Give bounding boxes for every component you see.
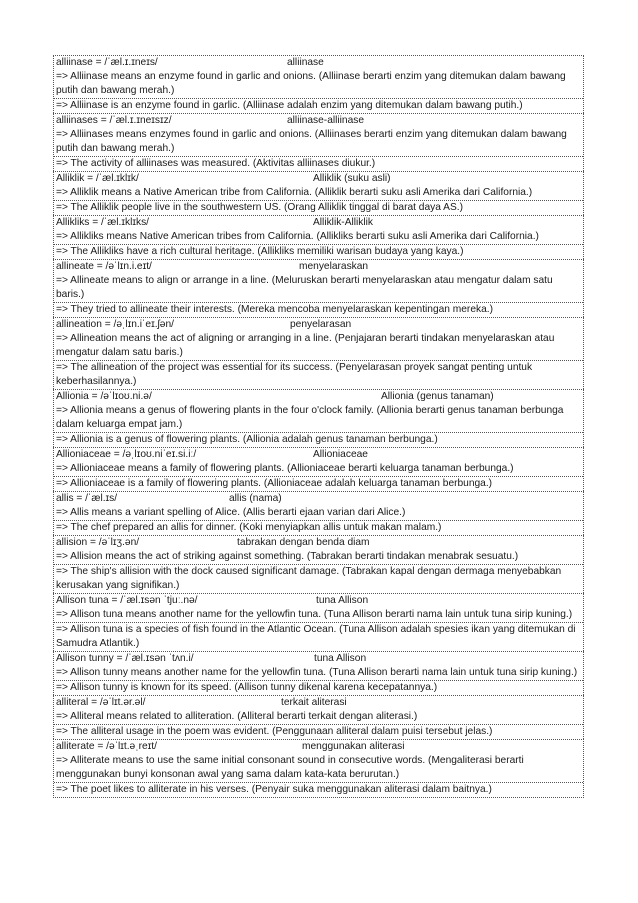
headword-pronunciation: Allioniaceae = /əˌlɪoʊ.niˈeɪ.si.iː/ — [56, 449, 197, 460]
definition-line: => Alliterate means to use the same initial consonant sound in consecutive words. (Mengaliterasi berarti menggunakan bunyi konsonan awal yang sama dalam kata-kata berurutan.) — [56, 755, 524, 780]
definition-line: => Allineate means to align or arrange in a line. (Meluruskan berarti menyelaraskan atau mengatur dalam satu baris.) — [56, 275, 553, 300]
headword-translation: Alliklik (suku asli) — [313, 173, 391, 184]
entry-headword-line — [54, 390, 583, 404]
headword-pronunciation: allision = /əˈlɪʒ.ən/ — [56, 537, 140, 548]
entry-headword-line — [54, 172, 583, 186]
definition-line: => Allision means the act of striking against something. (Tabrakan berarti tindakan menabrak sesuatu.) — [56, 551, 519, 562]
headword-translation: penyelarasan — [290, 319, 352, 330]
definition-line: => Allis means a variant spelling of Alice. (Allis berarti ejaan varian dari Alice.) — [56, 507, 406, 518]
example-sentence-line: => Allison tunny is known for its speed. (Allison tunny dikenal karena kecepatannya.) — [54, 680, 583, 695]
example-sentence-line: => The ship's allision with the dock caused significant damage. (Tabrakan kapal dengan dermaga menyebabkan kerusakan yang signifikan.) — [54, 564, 583, 593]
headword-pronunciation: alliteral = /əˈlɪt.ər.əl/ — [56, 697, 146, 708]
entry-headword-line — [54, 56, 583, 70]
entry-headword-line — [54, 492, 583, 506]
headword-translation: alliinase — [287, 57, 324, 68]
headword-pronunciation: Allison tuna = /ˈæl.ɪsən ˈtjuː.nə/ — [56, 595, 198, 606]
headword-pronunciation: alliinases = /ˈæl.ɪ.ɪneɪsɪz/ — [56, 115, 172, 126]
dictionary-entry — [53, 259, 584, 317]
dictionary-entry — [53, 113, 584, 171]
headword-translation: allis (nama) — [229, 493, 282, 504]
dictionary-entry — [53, 593, 584, 651]
dictionary-entry — [53, 215, 584, 259]
example-sentence-line: => The alliteral usage in the poem was evident. (Penggunaan alliteral dalam puisi tersebut jelas.) — [54, 724, 583, 739]
headword-pronunciation: Allikliks = /ˈæl.ɪklɪks/ — [56, 217, 150, 228]
entry-headword-line — [54, 448, 583, 462]
example-sentence-line: => Alliinase is an enzyme found in garlic. (Alliinase adalah enzim yang ditemukan dalam bawang putih.) — [54, 98, 583, 113]
definition-line: => Allison tunny means another name for the yellowfin tuna. (Tuna Allison berarti nama lain untuk tuna sirip kuning.) — [56, 667, 578, 678]
headword-pronunciation: allineate = /əˈlɪn.i.eɪt/ — [56, 261, 152, 272]
definition-line: => Alliklik means a Native American tribe from California. (Alliklik berarti suku asli Amerika dari California.) — [56, 187, 533, 198]
entry-headword-line — [54, 114, 583, 128]
definition-line: => Alliteral means related to alliteration. (Alliteral berarti terkait dengan aliterasi.) — [56, 711, 418, 722]
headword-pronunciation: alliterate = /əˈlɪt.əˌreɪt/ — [56, 741, 157, 752]
headword-pronunciation: alliinase = /ˈæl.ɪ.ɪneɪs/ — [56, 57, 158, 68]
dictionary-entry — [53, 651, 584, 695]
definition-line: => Allioniaceae means a family of flowering plants. (Allioniaceae berarti keluarga tanaman berbunga.) — [56, 463, 514, 474]
headword-translation: menggunakan aliterasi — [302, 741, 405, 752]
dictionary-entry — [53, 535, 584, 593]
entry-headword-line — [54, 594, 583, 608]
dictionary-entry — [53, 55, 584, 113]
headword-pronunciation: Allionia = /əˈlɪoʊ.ni.ə/ — [56, 391, 152, 402]
entry-headword-line — [54, 216, 583, 230]
headword-pronunciation: allineation = /əˌlɪn.iˈeɪ.ʃən/ — [56, 319, 174, 330]
headword-pronunciation: Alliklik = /ˈæl.ɪklɪk/ — [56, 173, 139, 184]
dictionary-entry — [53, 447, 584, 491]
dictionary-page — [53, 55, 584, 798]
example-sentence-line: => The activity of alliinases was measured. (Aktivitas alliinases diukur.) — [54, 156, 583, 171]
example-sentence-line: => The chef prepared an allis for dinner. (Koki menyiapkan allis untuk makan malam.) — [54, 520, 583, 535]
headword-translation: tuna Allison — [316, 595, 369, 606]
example-sentence-line: => The poet likes to alliterate in his verses. (Penyair suka menggunakan aliterasi dalam baitnya.) — [54, 782, 583, 797]
example-sentence-line: => Allison tuna is a species of fish found in the Atlantic Ocean. (Tuna Allison adalah spesies ikan yang ditemukan di Samudra Atlantik.) — [54, 622, 583, 651]
definition-line: => Allionia means a genus of flowering plants in the four o'clock family. (Allionia berarti genus tanaman berbunga dalam keluarga empat jam.) — [56, 405, 564, 430]
headword-translation: terkait aliterasi — [281, 697, 347, 708]
entry-headword-line — [54, 740, 583, 754]
entry-headword-line — [54, 318, 583, 332]
headword-translation: Alliklik-Alliklik — [313, 217, 373, 228]
entry-headword-line — [54, 536, 583, 550]
example-sentence-line: => Allionia is a genus of flowering plants. (Allionia adalah genus tanaman berbunga.) — [54, 432, 583, 447]
example-sentence-line: => The Allikliks have a rich cultural heritage. (Allikliks memiliki warisan budaya yang kaya.) — [54, 244, 583, 259]
example-sentence-line: => The allineation of the project was essential for its success. (Penyelarasan proyek sangat penting untuk keberhasilannya.) — [54, 360, 583, 389]
dictionary-entry — [53, 739, 584, 798]
headword-translation: tabrakan dengan benda diam — [237, 537, 370, 548]
definition-line: => Allineation means the act of aligning or arranging in a line. (Penjajaran berarti tindakan menyelaraskan atau mengatur dalam satu baris.) — [56, 333, 555, 358]
headword-translation: Allioniaceae — [313, 449, 368, 460]
dictionary-entry — [53, 695, 584, 739]
entry-headword-line — [54, 652, 583, 666]
headword-translation: tuna Allison — [314, 653, 367, 664]
dictionary-entry — [53, 491, 584, 535]
definition-line: => Allikliks means Native American tribes from California. (Allikliks berarti suku asli Amerika dari California.) — [56, 231, 539, 242]
example-sentence-line: => The Alliklik people live in the southwestern US. (Orang Alliklik tinggal di barat daya AS.) — [54, 200, 583, 215]
headword-translation: menyelaraskan — [299, 261, 369, 272]
example-sentence-line: => They tried to allineate their interests. (Mereka mencoba menyelaraskan kepentingan mereka.) — [54, 302, 583, 317]
definition-line: => Alliinase means an enzyme found in garlic and onions. (Alliinase berarti enzim yang ditemukan dalam bawang putih dan bawang merah.) — [56, 71, 566, 96]
dictionary-entry — [53, 389, 584, 447]
example-sentence-line: => Allioniaceae is a family of flowering plants. (Allioniaceae adalah keluarga tanaman berbunga.) — [54, 476, 583, 491]
entry-headword-line — [54, 260, 583, 274]
definition-line: => Allison tuna means another name for the yellowfin tuna. (Tuna Allison berarti nama lain untuk tuna sirip kuning.) — [56, 609, 573, 620]
definition-line: => Alliinases means enzymes found in garlic and onions. (Alliinases berarti enzim yang ditemukan dalam bawang putih dan bawang merah.) — [56, 129, 567, 154]
headword-pronunciation: Allison tunny = /ˈæl.ɪsən ˈtʌn.i/ — [56, 653, 194, 664]
headword-translation: Allionia (genus tanaman) — [381, 391, 494, 402]
dictionary-entry — [53, 171, 584, 215]
headword-translation: alliinase-alliinase — [287, 115, 365, 126]
entry-headword-line — [54, 696, 583, 710]
headword-pronunciation: allis = /ˈæl.ɪs/ — [56, 493, 118, 504]
dictionary-entry — [53, 317, 584, 389]
